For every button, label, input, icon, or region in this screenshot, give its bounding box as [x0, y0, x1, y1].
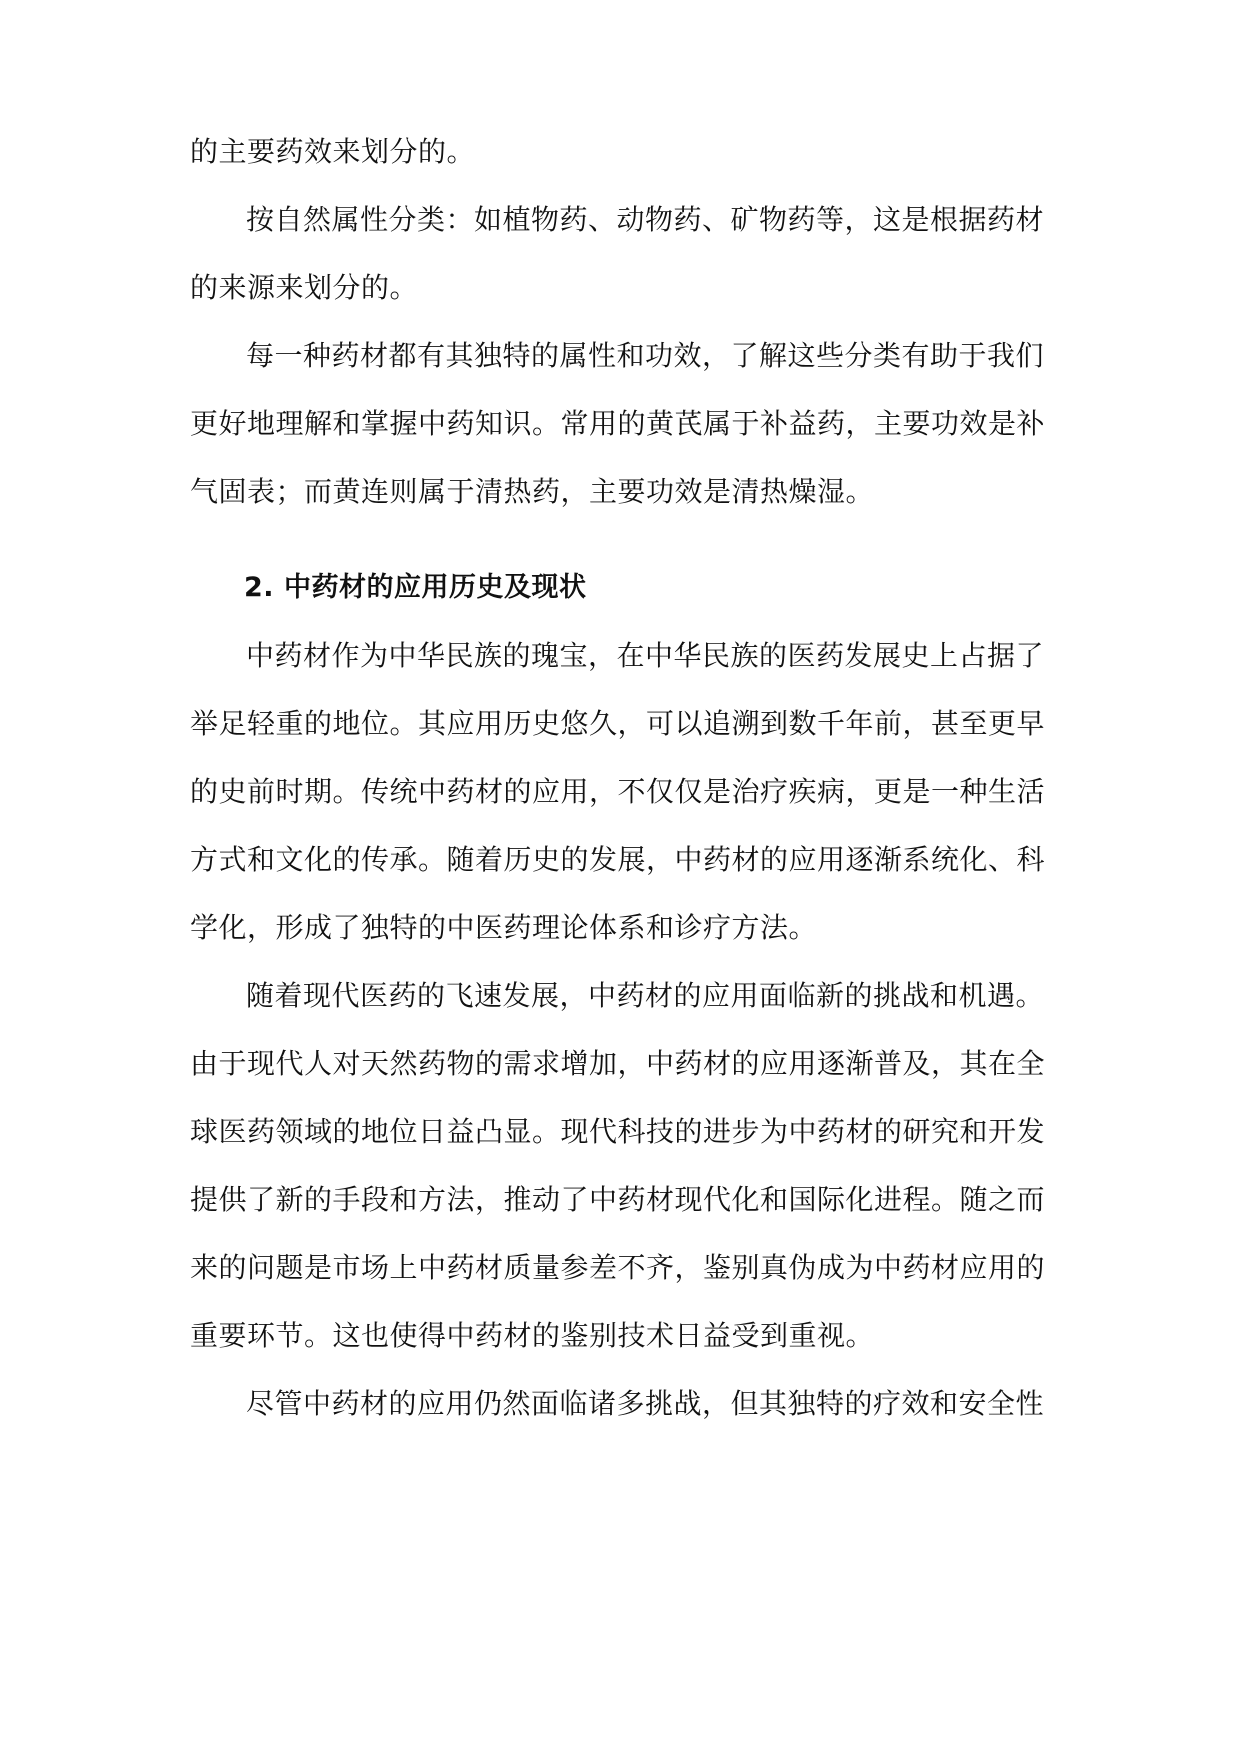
paragraph-line: 尽管中药材的应用仍然面临诸多挑战，但其独特的疗效和安全性 — [246, 1387, 1045, 1420]
section-heading: 2. 中药材的应用历史及现状 — [244, 572, 587, 603]
paragraph-line: 学化，形成了独特的中医药理论体系和诊疗方法。 — [190, 911, 818, 944]
paragraph-line: 的史前时期。传统中药材的应用，不仅仅是治疗疾病，更是一种生活 — [190, 775, 1046, 808]
paragraph-line: 中药材作为中华民族的瑰宝，在中华民族的医药发展史上占据了 — [246, 639, 1045, 672]
paragraph-line: 提供了新的手段和方法，推动了中药材现代化和国际化进程。随之而 — [190, 1183, 1046, 1216]
paragraph-line: 来的问题是市场上中药材质量参差不齐，鉴别真伪成为中药材应用的 — [190, 1251, 1046, 1284]
paragraph-line: 球医药领域的地位日益凸显。现代科技的进步为中药材的研究和开发 — [190, 1115, 1046, 1148]
paragraph-line: 由于现代人对天然药物的需求增加，中药材的应用逐渐普及，其在全 — [190, 1047, 1046, 1080]
paragraph-line: 按自然属性分类：如植物药、动物药、矿物药等，这是根据药材 — [246, 203, 1045, 236]
paragraph-line: 更好地理解和掌握中药知识。常用的黄芪属于补益药，主要功效是补 — [190, 407, 1046, 440]
paragraph-line: 的主要药效来划分的。 — [190, 135, 476, 168]
paragraph-line: 方式和文化的传承。随着历史的发展，中药材的应用逐渐系统化、科 — [190, 843, 1046, 876]
paragraph-line: 的来源来划分的。 — [190, 271, 419, 304]
paragraph-line: 气固表；而黄连则属于清热药，主要功效是清热燥湿。 — [190, 475, 875, 508]
paragraph-line: 重要环节。这也使得中药材的鉴别技术日益受到重视。 — [190, 1319, 875, 1352]
paragraph-line: 每一种药材都有其独特的属性和功效，了解这些分类有助于我们 — [246, 339, 1045, 372]
paragraph-line: 随着现代医药的飞速发展，中药材的应用面临新的挑战和机遇。 — [246, 979, 1045, 1012]
paragraph-line: 举足轻重的地位。其应用历史悠久，可以追溯到数千年前，甚至更早 — [190, 707, 1046, 740]
